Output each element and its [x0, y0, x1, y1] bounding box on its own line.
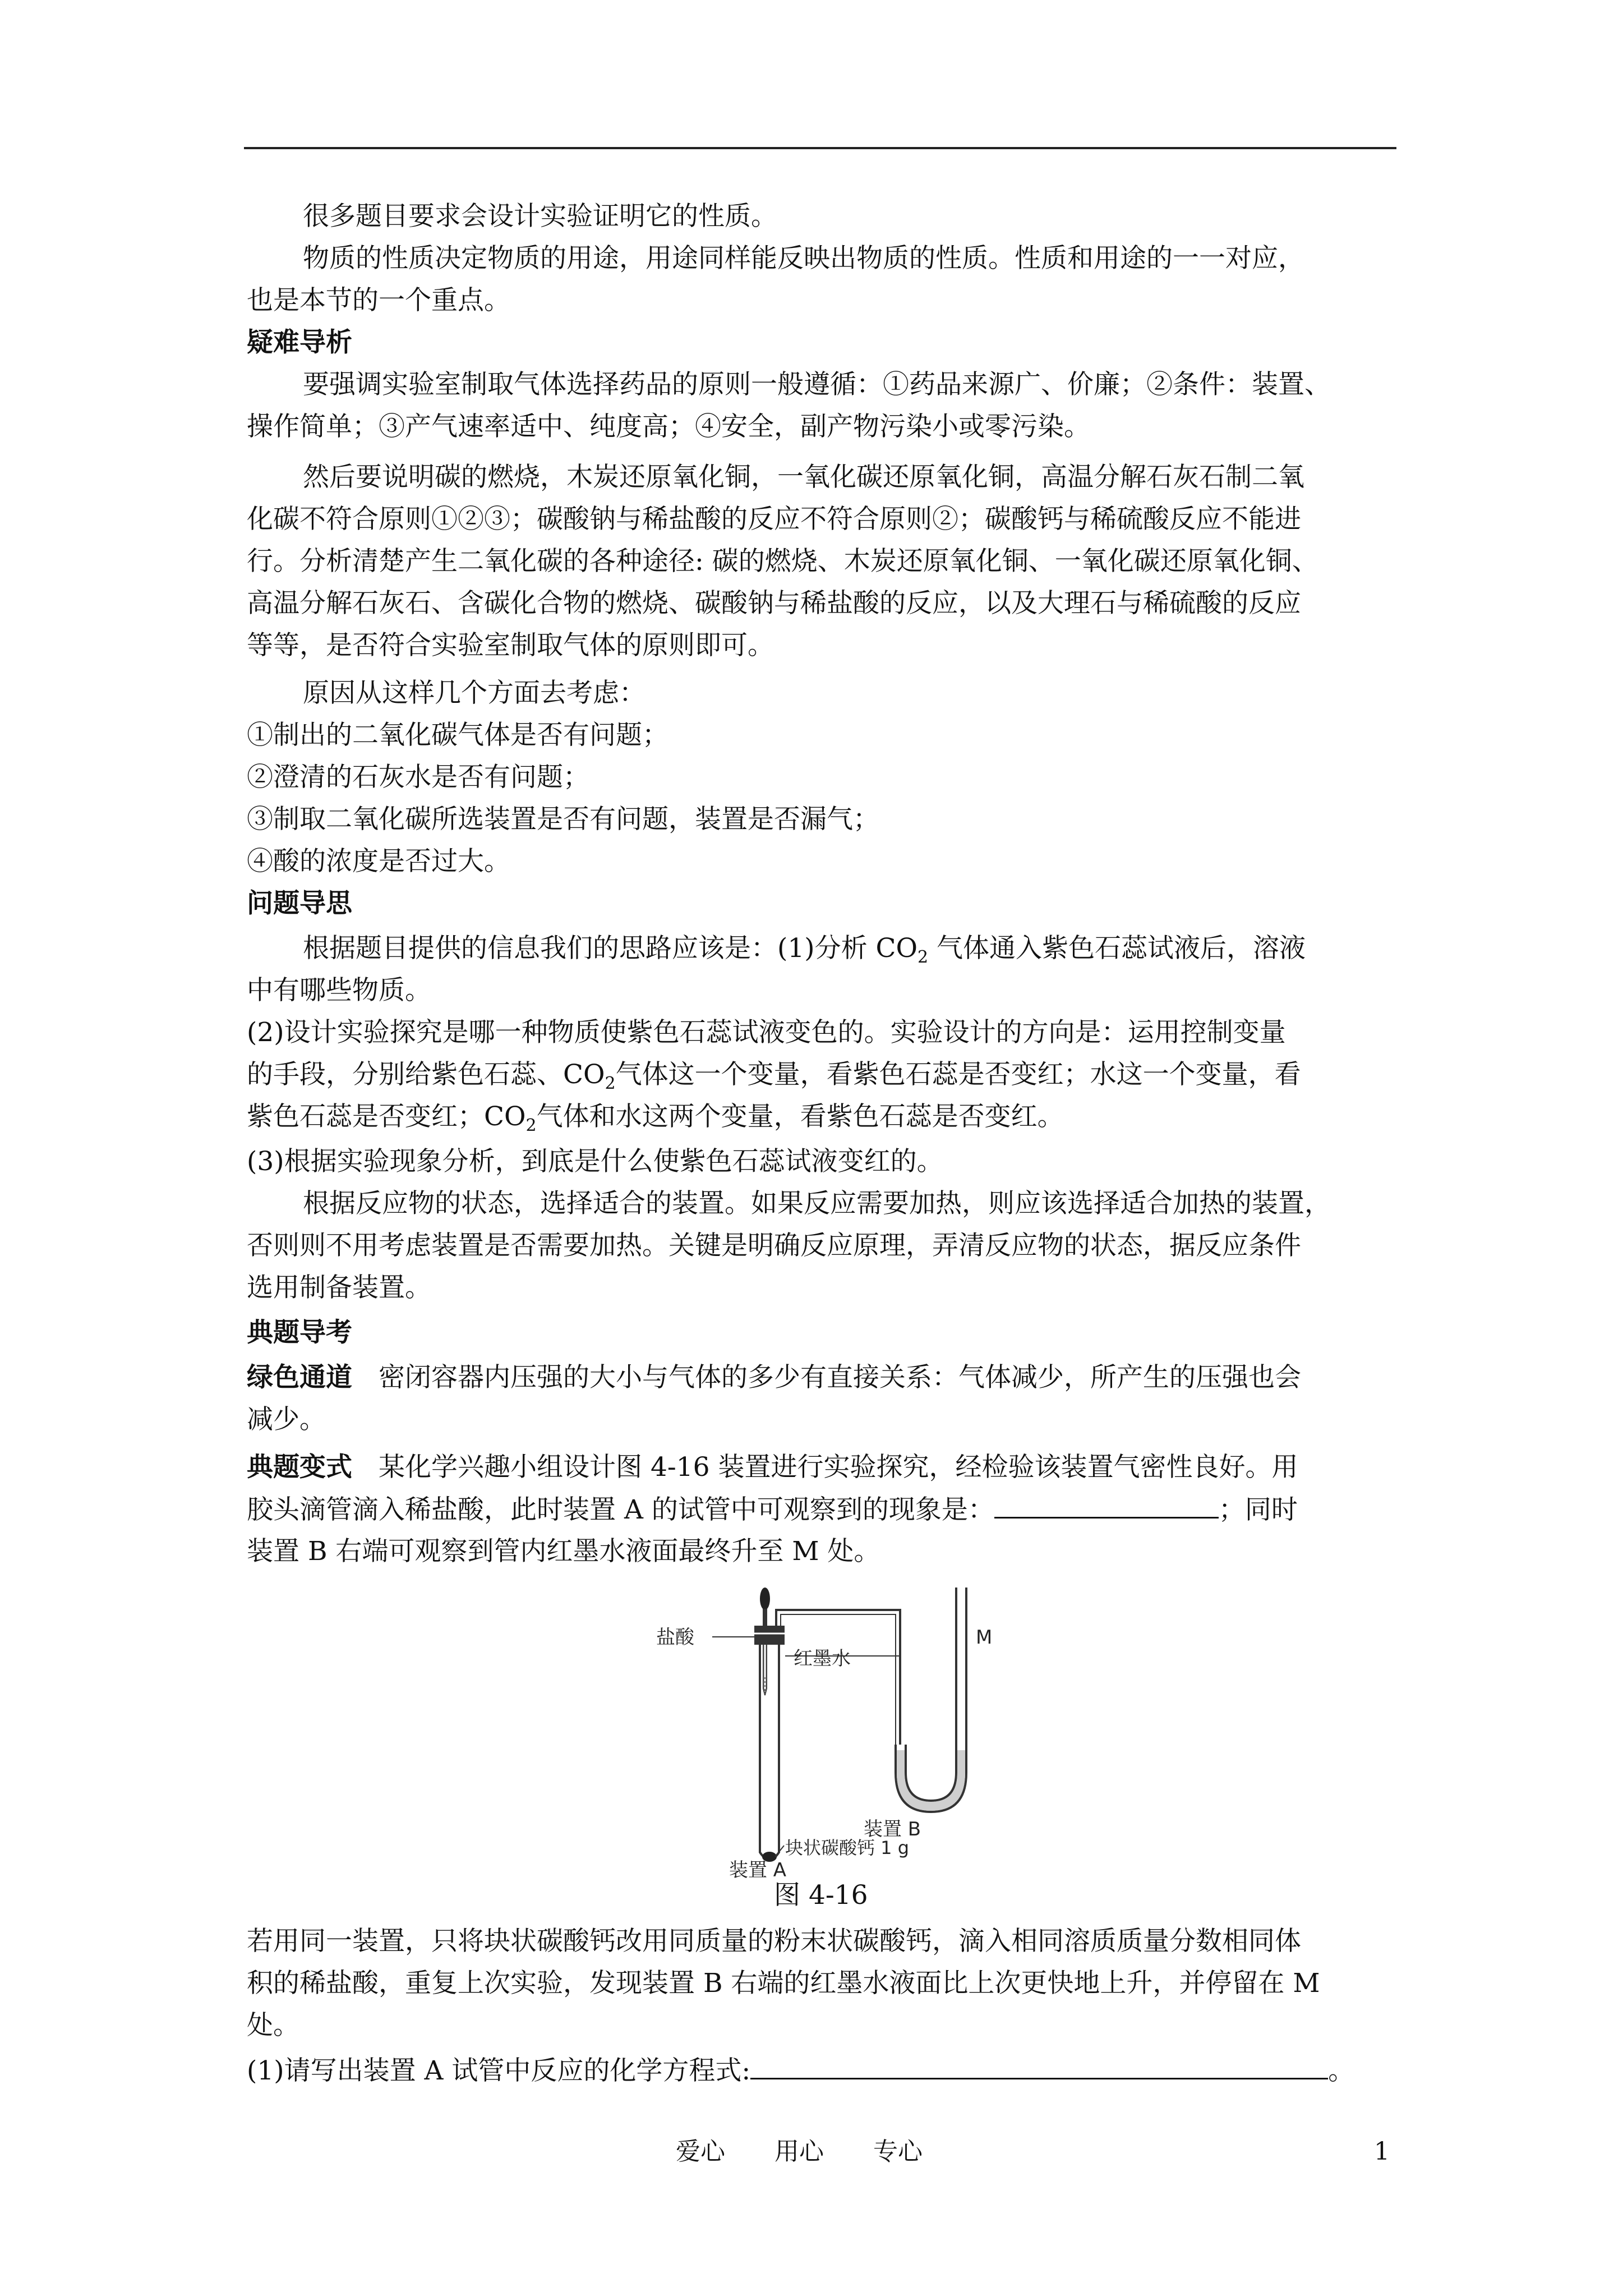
paragraph-line — [247, 1492, 1298, 1527]
paragraph-line: 否则则不用考虑装置是否需要加热。关键是明确反应原理，弄清反应物的状态，据反应条件 — [247, 1230, 1301, 1261]
paragraph-line — [247, 1360, 1301, 1395]
paragraph-line: 等等，是否符合实验室制取气体的原则即可。 — [247, 630, 774, 661]
list-item: ②澄清的石灰水是否有问题； — [247, 762, 589, 793]
paragraph-line — [247, 2053, 1354, 2088]
list-item: ①制出的二氧化碳气体是否有问题； — [247, 720, 668, 751]
paragraph-line: (3)根据实验现象分析，到底是什么使紫色石蕊试液变红的。 — [247, 1146, 943, 1177]
stopper — [754, 1626, 785, 1645]
subscript: 2 — [605, 1074, 616, 1093]
text-run: 某化学兴趣小组设计图 4-16 装置进行实验探究，经检验该装置气密性良好。用 — [352, 1452, 1298, 1483]
label-red-ink: 红墨水 — [794, 1648, 851, 1670]
section-heading: 疑难导析 — [247, 327, 352, 358]
paragraph-line: 减少。 — [247, 1404, 326, 1435]
paragraph-line: 积的稀盐酸，重复上次实验，发现装置 B 右端的红墨水液面比上次更快地上升，并停留在 M — [247, 1968, 1320, 1999]
paragraph-line: 若用同一装置，只将块状碳酸钙改用同质量的粉末状碳酸钙，滴入相同溶质质量分数相同体 — [247, 1926, 1301, 1957]
answer-blank[interactable] — [750, 2053, 1328, 2079]
text-run: 紫色石蕊是否变红；CO — [247, 1101, 526, 1132]
paragraph-line: 化碳不符合原则①②③；碳酸钠与稀盐酸的反应不符合原则②；碳酸钙与稀硫酸反应不能进 — [247, 504, 1301, 535]
paragraph-line: 物质的性质决定物质的用途，用途同样能反映出物质的性质。性质和用途的一一对应， — [303, 243, 1304, 274]
list-item: ④酸的浓度是否过大。 — [247, 846, 510, 877]
paragraph-line: 根据反应物的状态，选择适合的装置。如果反应需要加热，则应该选择适合加热的装置， — [303, 1188, 1331, 1219]
label-device-b: 装置 B — [864, 1818, 921, 1841]
paragraph-line — [303, 931, 1306, 966]
answer-blank[interactable] — [994, 1492, 1219, 1519]
text-run: 胶头滴管滴入稀盐酸，此时装置 A 的试管中可观察到的现象是： — [247, 1494, 994, 1525]
paragraph-line: 行。分析清楚产生二氧化碳的各种途径: 碳的燃烧、木炭还原氧化铜、一氧化碳还原氧化铜、 — [247, 546, 1318, 577]
page-number: 1 — [1374, 2137, 1390, 2166]
paragraph-line: 然后要说明碳的燃烧，木炭还原氧化铜，一氧化碳还原氧化铜，高温分解石灰石制二氧 — [303, 462, 1304, 493]
section-heading: 问题导思 — [247, 888, 352, 919]
text-run: 的手段，分别给紫色石蕊、CO — [247, 1059, 605, 1090]
paragraph-line: (2)设计实验探究是哪一种物质使紫色石蕊试液变色的。实验设计的方向是：运用控制变量 — [247, 1017, 1286, 1048]
paragraph-line — [247, 1099, 1064, 1134]
text-run: ；同时 — [1218, 1494, 1298, 1525]
text-run: 。 — [1328, 2055, 1355, 2086]
figure-caption: 图 4-16 — [774, 1880, 868, 1911]
paragraph-line: 也是本节的一个重点。 — [247, 285, 510, 316]
paragraph-line: 处。 — [247, 2010, 299, 2041]
run-in-label: 典题变式 — [247, 1452, 352, 1483]
footer-motto: 爱心 用心 专心 — [676, 2137, 923, 2166]
paragraph-line: 选用制备装置。 — [247, 1272, 431, 1303]
paragraph-line: 操作简单；③产气速率适中、纯度高；④安全，副产物污染小或零污染。 — [247, 411, 1090, 442]
text-run: 气体和水这两个变量，看紫色石蕊是否变红。 — [536, 1101, 1064, 1132]
u-tube-b — [896, 1588, 966, 1812]
paragraph-line: 高温分解石灰石、含碳化合物的燃烧、碳酸钠与稀盐酸的反应，以及大理石与稀硫酸的反应 — [247, 588, 1301, 619]
label-caco3: 块状碳酸钙 1 g — [785, 1837, 910, 1858]
text-run: 根据题目提供的信息我们的思路应该是：(1)分析 CO — [303, 933, 918, 964]
apparatus-figure — [645, 1565, 993, 1879]
list-item: ③制取二氧化碳所选装置是否有问题，装置是否漏气； — [247, 804, 879, 835]
text-run: 气体通入紫色石蕊试液后，溶液 — [928, 933, 1306, 964]
connecting-tube — [776, 1610, 900, 1745]
text-run: 密闭容器内压强的大小与气体的多少有直接关系：气体减少，所产生的压强也会 — [352, 1362, 1301, 1393]
label-acid: 盐酸 — [656, 1626, 694, 1649]
subscript: 2 — [917, 947, 929, 967]
paragraph-line — [247, 1057, 1301, 1092]
paragraph-line: 装置 B 右端可观察到管内红墨水液面最终升至 M 处。 — [247, 1536, 880, 1567]
text-run: (1)请写出装置 A 试管中反应的化学方程式: — [247, 2055, 751, 2086]
paragraph-line: 中有哪些物质。 — [247, 975, 431, 1006]
subscript: 2 — [525, 1116, 537, 1135]
paragraph-line: 要强调实验室制取气体选择药品的原则一般遵循：①药品来源广、价廉；②条件：装置、 — [303, 369, 1331, 400]
paragraph-line — [247, 1450, 1298, 1485]
text-run: 气体这一个变量，看紫色石蕊是否变红；水这一个变量，看 — [615, 1059, 1301, 1090]
header-rule — [244, 147, 1396, 149]
paragraph-line: 很多题目要求会设计实验证明它的性质。 — [303, 201, 777, 232]
section-heading: 典题导考 — [247, 1317, 352, 1348]
paragraph-line: 原因从这样几个方面去考虑： — [303, 678, 645, 708]
label-m: M — [976, 1626, 993, 1649]
label-device-a: 装置 A — [729, 1859, 787, 1879]
run-in-label: 绿色通道 — [247, 1362, 352, 1393]
